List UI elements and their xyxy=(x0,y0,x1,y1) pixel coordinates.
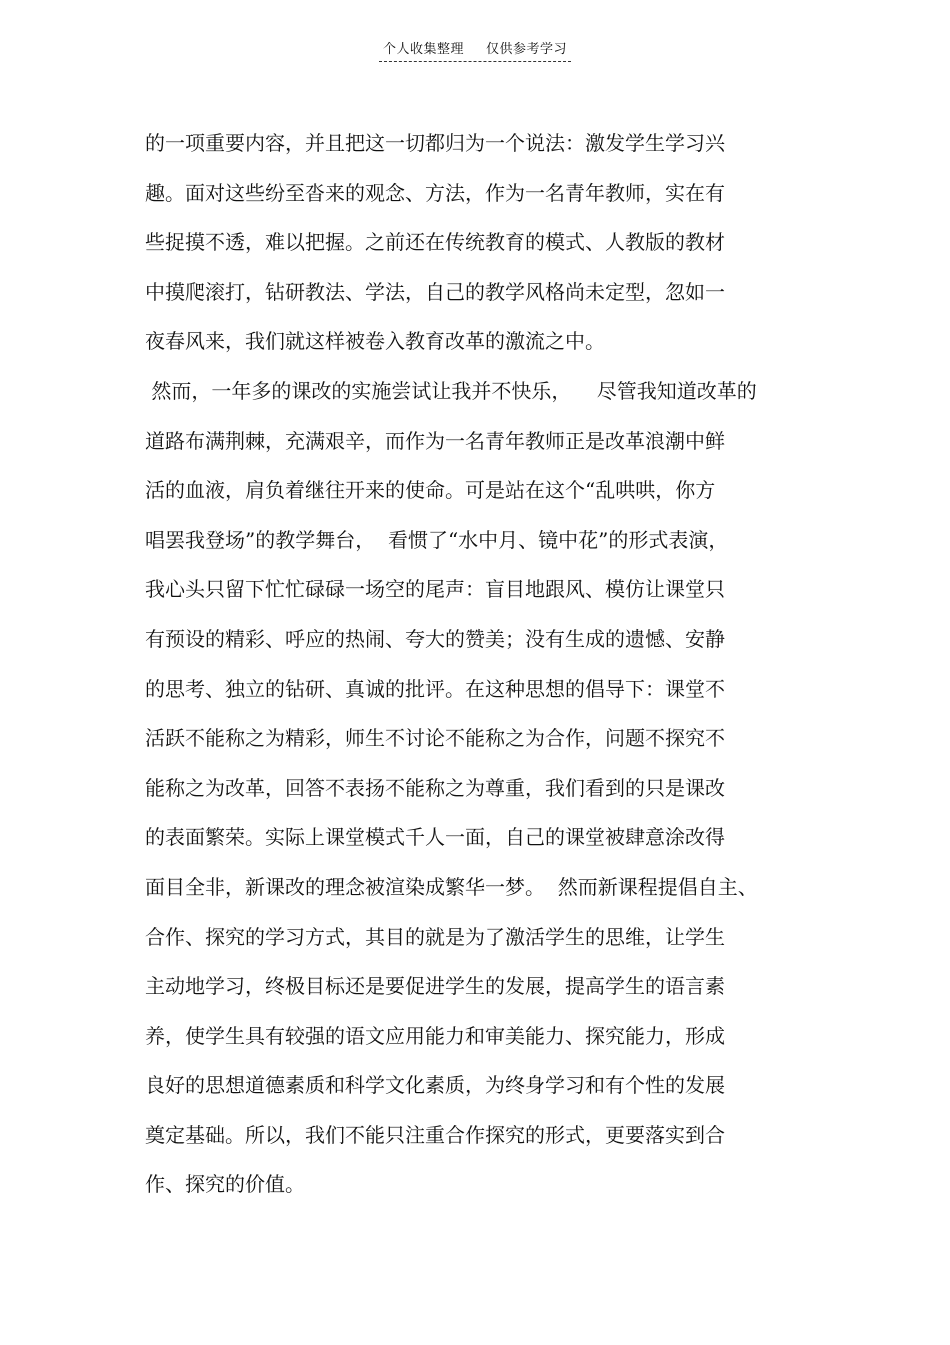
text-line: 活跃不能称之为精彩，师生不讨论不能称之为合作，问题不探究不 xyxy=(145,726,725,751)
text-line: 面目全非，新课改的理念被渲染成繁华一梦。 然而新课程提倡自主、 xyxy=(145,874,758,899)
text-line: 唱罢我登场”的教学舞台， 看惯了“水中月、镜中花”的形式表演， xyxy=(145,527,729,552)
text-line: 能称之为改革，回答不表扬不能称之为尊重，我们看到的只是课改 xyxy=(145,775,725,800)
page-header xyxy=(0,38,950,62)
header-banner xyxy=(379,38,571,62)
text-line: 活的血液，肩负着继往开来的使命。可是站在这个“乱哄哄，你方 xyxy=(145,478,716,503)
text-line: 夜春风来，我们就这样被卷入教育改革的激流之中。 xyxy=(145,329,605,354)
text-line: 趣。面对这些纷至沓来的观念、方法，作为一名青年教师，实在有 xyxy=(145,180,725,205)
text-line: 道路布满荆棘，充满艰辛，而作为一名青年教师正是改革浪潮中鲜 xyxy=(145,428,725,453)
text-line: 奠定基础。所以，我们不能只注重合作探究的形式，更要落实到合 xyxy=(145,1122,725,1147)
text-line: 养，使学生具有较强的语文应用能力和审美能力、探究能力，形成 xyxy=(145,1023,725,1048)
text-line: 的一项重要内容，并且把这一切都归为一个说法：激发学生学习兴 xyxy=(145,131,725,155)
text-line: 的思考、独立的钻研、真诚的批评。在这种思想的倡导下：课堂不 xyxy=(145,676,725,701)
header-right-text: 仅供参考学习 xyxy=(486,42,568,57)
text-line: 作、探究的价值。 xyxy=(145,1172,305,1197)
text-line: 良好的思想道德素质和科学文化素质，为终身学习和有个性的发展 xyxy=(145,1073,725,1098)
text-line: 中摸爬滚打，钻研教法、学法，自己的教学风格尚未定型，忽如一 xyxy=(145,279,725,304)
text-line: 主动地学习，终极目标还是要促进学生的发展，提高学生的语言素 xyxy=(145,974,725,999)
text-line: 合作、探究的学习方式，其目的就是为了激活学生的思维，让学生 xyxy=(145,924,725,949)
text-line: 的表面繁荣。实际上课堂模式千人一面，自己的课堂被肆意涂改得 xyxy=(145,825,725,850)
text-line: 然而，一年多的课改的实施尝试让我并不快乐， 尽管我知道改革的 xyxy=(145,378,757,403)
text-line: 有预设的精彩、呼应的热闹、夸大的赞美；没有生成的遗憾、安静 xyxy=(145,626,725,651)
text-line: 我心头只留下忙忙碌碌一场空的尾声：盲目地跟风、模仿让课堂只 xyxy=(145,577,725,602)
document-body xyxy=(145,119,825,1210)
header-left-text: 个人收集整理 xyxy=(382,42,464,57)
text-line: 些捉摸不透，难以把握。之前还在传统教育的模式、人教版的教材 xyxy=(145,230,725,255)
